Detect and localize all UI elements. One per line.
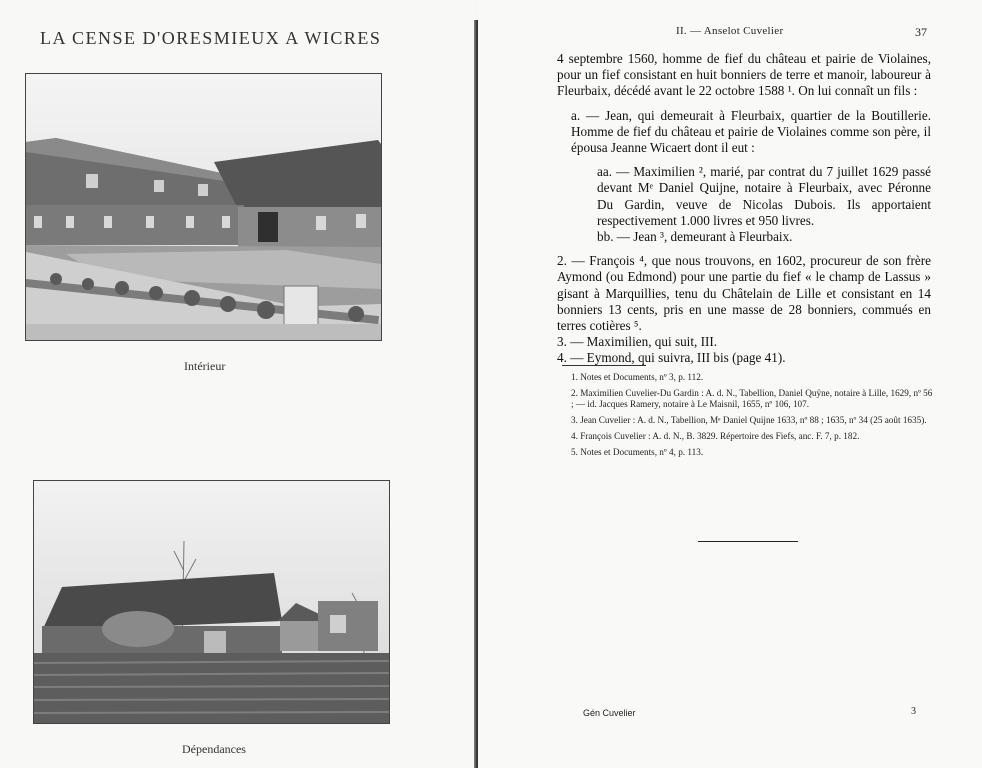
footnote: 3. Jean Cuvelier : A. d. N., Tabellion, Mᵉ Daniel Quijne 1633, nº 88 ; 1635, nº 34 (25 août 1635). <box>571 415 927 425</box>
farm-outbuildings-photo <box>33 480 390 724</box>
footnote-divider <box>562 365 646 366</box>
running-head: II. — Anselot Cuvelier <box>676 25 784 37</box>
footnote: 5. Notes et Documents, nº 4, p. 113. <box>571 447 704 457</box>
footnotes <box>571 372 933 463</box>
page-title: LA CENSE D'ORESMIEUX A WICRES <box>40 28 382 48</box>
footer-number: 3 <box>911 706 916 717</box>
footnote: 2. Maximilien Cuvelier-Du Gardin : A. d. N., Tabellion, Daniel Quÿne, notaire à Lille, 1629, nº 56 ; — id. Jacques Ramery, notaire à Le Maisnil, 1655, nº 106, 107. <box>571 388 933 409</box>
photo-caption: Dépendances <box>182 742 246 756</box>
paragraph: 3. — Maximilien, qui suit, III. <box>557 334 718 350</box>
paragraph: 4 septembre 1560, homme de fief du château et pairie de Violaines, pour un fief consistant en huit bonniers de terre et manoir, laboureur à Fleurbaix, décédé avant le 22 octobre 1588 ¹. On lui connaît un fils : <box>557 51 931 99</box>
footnote: 4. François Cuvelier : A. d. N., B. 3829. Répertoire des Fiefs, anc. F. 7, p. 182. <box>571 431 860 441</box>
photo-caption: Intérieur <box>184 359 226 373</box>
farm-courtyard-photo <box>25 73 382 341</box>
body-text <box>557 51 931 367</box>
paragraph: a. — Jean, qui demeurait à Fleurbaix, quartier de la Boutillerie. Homme de fief du château et pairie de Violaines comme son père, il épousa Jeanne Wicaert dont il eut : <box>571 107 931 156</box>
section-divider <box>698 541 798 542</box>
footnote: 1. Notes et Documents, nº 3, p. 112. <box>571 372 704 382</box>
paragraph: 4. — Eymond, qui suivra, III bis (page 41). <box>557 350 786 366</box>
page-number: 37 <box>915 25 927 39</box>
paragraph: bb. — Jean ³, demeurant à Fleurbaix. <box>597 229 793 245</box>
paragraph: aa. — Maximilien ², marié, par contrat du 7 juillet 1629 passé devant Mᵉ Daniel Quijne, notaire à Fleurbaix, avec Péronne Du Gardin, veuve de Nicolas Dubois. Ils apportaient respectivement 1.000 livres et 950 livres. <box>597 164 931 228</box>
left-page <box>0 0 476 768</box>
paragraph: 2. — François ⁴, que nous trouvons, en 1602, procureur de son frère Aymond (ou Edmond) pour une partie du fief « le champ de Lassus » gisant à Marquillies, tenu du Châtelain de Lille et consistant en 14 bonniers 13 cents, pris en une masse de 28 bonniers, commués en terres cotières ⁵. <box>557 253 931 334</box>
footer-label: Gén Cuvelier <box>583 708 636 718</box>
